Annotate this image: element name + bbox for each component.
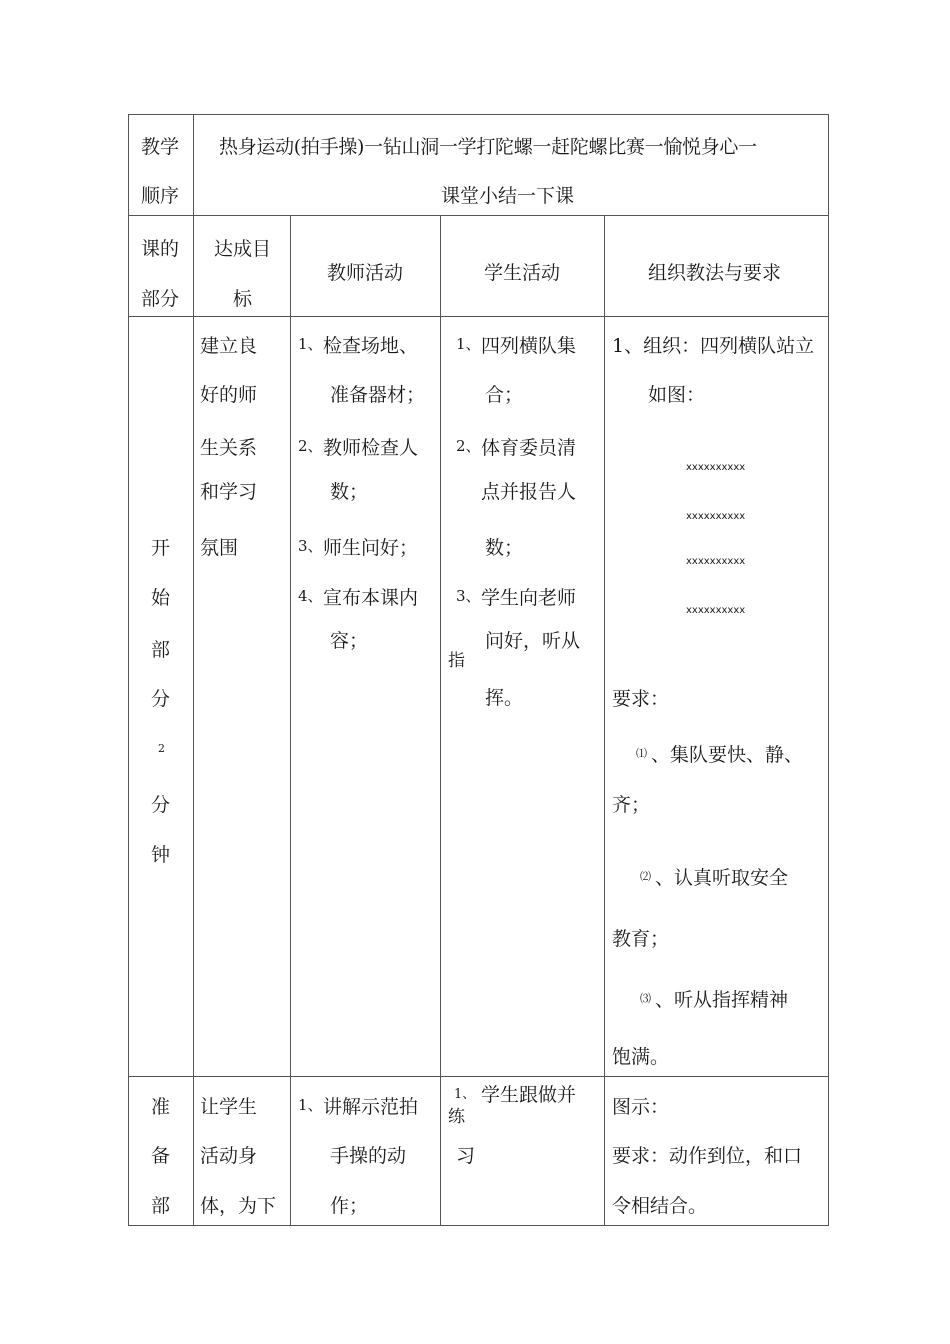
table-divider-columns (128, 316, 829, 317)
goal-line: 体，为下 (200, 1195, 277, 1217)
sequence-label: 教学 (141, 136, 180, 158)
goal-line: 氛围 (200, 537, 239, 559)
column-header-goal: 标 (233, 288, 253, 310)
student-item-text: 点并报告人 (481, 481, 577, 503)
student-item-fragment-text: 指 (448, 651, 465, 671)
student-item-text: 体育委员清 (481, 437, 577, 459)
table-border-left (128, 114, 129, 1226)
method-organize-text: 1、组织：四列横队站立 (612, 335, 815, 357)
method-requirement-text: 要求：动作到位，和口 (612, 1145, 803, 1167)
table-divider-header (128, 215, 829, 216)
teacher-item-text: 手操的动 (330, 1145, 407, 1167)
part-duration-number: 2 (158, 742, 165, 755)
student-item-text: 问好，听从 (485, 630, 581, 652)
teacher-item-number: 4、 (298, 587, 323, 605)
goal-line: 建立良 (200, 335, 258, 357)
teacher-item-text: 容； (330, 630, 369, 652)
teacher-item-text: 宣布本课内 (323, 587, 419, 609)
column-header-part: 部分 (141, 288, 180, 310)
method-diagram-label: 图示： (612, 1096, 670, 1118)
student-item-text: 四列横队集 (481, 335, 577, 357)
teacher-item-number: 1、 (298, 335, 323, 353)
sequence-text: 热身运动(拍手操)一钻山洞一学打陀螺一赶陀螺比赛一愉悦身心一 (219, 136, 757, 158)
teacher-item-number: 3、 (298, 537, 323, 555)
teacher-item-text: 数； (330, 481, 369, 503)
requirement-text: 饱满。 (612, 1046, 670, 1068)
student-item-text: 挥。 (485, 687, 524, 709)
table-border-top (128, 114, 829, 115)
requirement-number: ⑶ (640, 992, 651, 1005)
method-organize-text: 如图： (648, 384, 706, 406)
goal-line: 好的师 (200, 384, 258, 406)
goal-line: 让学生 (200, 1096, 258, 1118)
teacher-item-text: 作； (330, 1195, 369, 1217)
requirement-text: 教育； (612, 928, 670, 950)
student-item-text: 学生跟做并 (481, 1084, 577, 1106)
teacher-item-text: 师生问好； (323, 537, 419, 559)
part-char: 开 (151, 537, 171, 559)
formation-row: xxxxxxxxxx (686, 556, 746, 567)
part-char: 钟 (151, 844, 171, 866)
column-header-part: 课的 (141, 238, 180, 260)
student-item-text: 习 (456, 1145, 476, 1167)
requirement-text: 、听从指挥精神 (655, 989, 789, 1011)
sequence-label: 顺序 (141, 185, 180, 207)
goal-line: 活动身 (200, 1145, 258, 1167)
requirement-text: 、集队要快、静、 (651, 744, 804, 766)
table-col-divider-3 (440, 215, 441, 1226)
column-header-student: 学生活动 (484, 262, 561, 284)
table-col-divider-1 (193, 114, 194, 1226)
table-border-bottom (128, 1225, 829, 1226)
student-item-text: 练 (448, 1107, 465, 1127)
part-char: 始 (151, 587, 171, 609)
column-header-teacher: 教师活动 (327, 262, 404, 284)
column-header-goal: 达成目 (214, 238, 272, 260)
table-divider-row1 (128, 1076, 829, 1077)
teacher-item-text: 检查场地、 (323, 335, 419, 357)
table-col-divider-2 (290, 215, 291, 1226)
table-col-divider-4 (604, 215, 605, 1226)
formation-row: xxxxxxxxxx (686, 511, 746, 522)
teacher-item-text: 教师检查人 (323, 437, 419, 459)
goal-line: 和学习 (200, 481, 258, 503)
method-requirement-text: 令相结合。 (612, 1195, 708, 1217)
part-char: 部 (151, 639, 171, 661)
column-header-method: 组织教法与要求 (648, 262, 782, 284)
student-item-number: 1、 (454, 1087, 476, 1102)
part-char: 分 (151, 794, 171, 816)
student-item-number: 3、 (456, 587, 481, 605)
requirement-text: 齐； (612, 794, 651, 816)
part-char: 分 (151, 688, 171, 710)
teacher-item-number: 1、 (298, 1096, 323, 1114)
requirement-text: 、认真听取安全 (655, 867, 789, 889)
student-item-text: 学生向老师 (481, 587, 577, 609)
requirement-number: ⑵ (640, 870, 651, 883)
sequence-text: 课堂小结一下课 (441, 185, 575, 207)
student-item-number: 2、 (456, 437, 481, 455)
part-char: 备 (151, 1145, 171, 1167)
teacher-item-number: 2、 (298, 437, 323, 455)
formation-row: xxxxxxxxxx (686, 462, 746, 473)
goal-line: 生关系 (200, 437, 258, 459)
table-border-right (828, 114, 829, 1226)
requirement-number: ⑴ (636, 747, 647, 760)
teacher-item-text: 准备器材； (330, 384, 426, 406)
formation-row: xxxxxxxxxx (686, 605, 746, 616)
student-item-fragment (448, 646, 468, 671)
part-char: 部 (151, 1195, 171, 1217)
student-item-text: 数； (485, 537, 524, 559)
student-item-number: 1、 (456, 335, 481, 353)
student-item-text: 合； (485, 384, 524, 406)
teacher-item-text: 讲解示范拍 (323, 1096, 419, 1118)
part-char: 准 (151, 1096, 171, 1118)
requirements-label: 要求： (612, 688, 670, 710)
